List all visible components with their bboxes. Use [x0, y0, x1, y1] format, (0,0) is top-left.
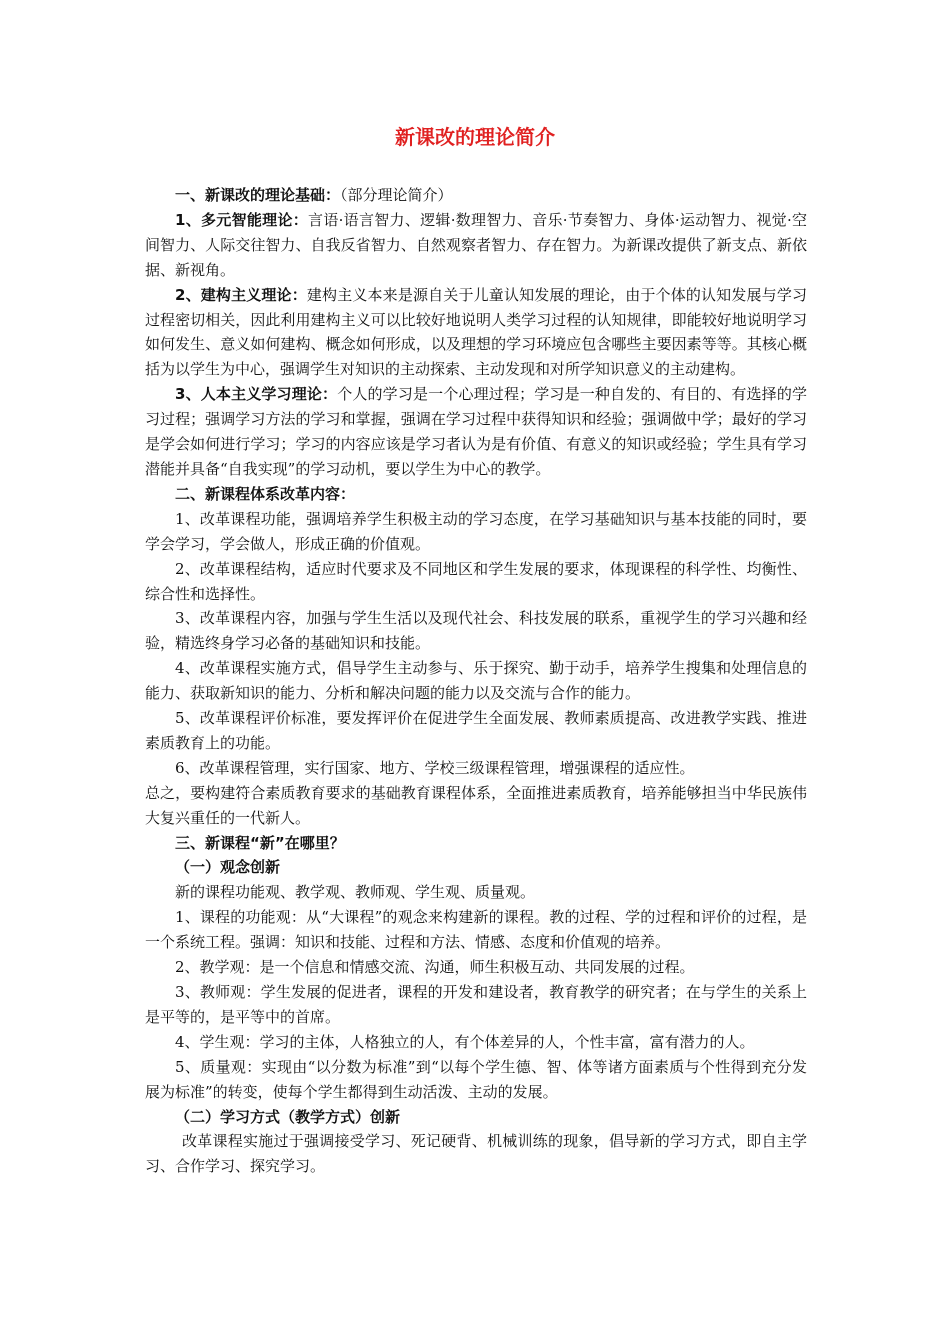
theory-label: 1、多元智能理论： — [175, 210, 309, 229]
document-body — [145, 183, 807, 1179]
section-1-heading — [145, 183, 807, 208]
reform-item: 1、改革课程功能，强调培养学生积极主动的学习态度，在学习基础知识与基本技能的同时，要学会学习，学会做人，形成正确的价值观。 — [145, 509, 807, 553]
document-title: 新课改的理论简介 — [395, 125, 555, 149]
theory-paragraph-2 — [145, 283, 807, 383]
theory-label: 3、人本主义学习理论： — [175, 385, 338, 404]
concept-item: 2、教学观：是一个信息和情感交流、沟通，师生积极互动、共同发展的过程。 — [175, 958, 695, 977]
reform-item: 5、改革课程评价标准，要发挥评价在促进学生全面发展、教师素质提高、改进教学实践、推进素质教育上的功能。 — [145, 709, 807, 752]
reform-item: 4、改革课程实施方式，倡导学生主动参与、乐于探究、勤于动手，培养学生搜集和处理信息的能力、获取新知识的能力、分析和解决问题的能力以及交流与合作的能力。 — [145, 659, 807, 703]
learning-method-paragraph: 改革课程实施过于强调接受学习、死记硬背、机械训练的现象，倡导新的学习方式，即自主学习、合作学习、探究学习。 — [145, 1132, 807, 1176]
subsection-heading: （一）观念创新 — [175, 858, 281, 877]
concept-item: 1、课程的功能观：从“大课程”的观念来构建新的课程。教的过程、学的过程和评价的过程，是一个系统工程。强调：知识和技能、过程和方法、情感、态度和价值观的培养。 — [145, 908, 807, 952]
theory-paragraph-3 — [145, 382, 807, 482]
concept-item: 5、质量观：实现由“以分数为标准”到“以每个学生德、智、体等诸方面素质与个性得到充分发展为标准”的转变，使每个学生都得到生动活泼、主动的发展。 — [145, 1057, 807, 1101]
section-heading-note: （部分理论简介） — [340, 186, 453, 204]
reform-item: 6、改革课程管理，实行国家、地方、学校三级课程管理，增强课程的适应性。 — [175, 758, 695, 777]
summary-paragraph: 总之，要构建符合素质教育要求的基础教育课程体系，全面推进素质教育，培养能够担当中华民族伟大复兴重任的一代新人。 — [145, 783, 807, 827]
section-3-heading: 三、新课程“新”在哪里？ — [175, 833, 345, 852]
theory-label: 2、建构主义理论： — [175, 285, 307, 304]
theory-text: 言语·语言智力、逻辑·数理智力、音乐·节奏智力、身体·运动智力、视觉·空间智力、人际交往智力、自我反省智力、自然观察者智力、存在智力。为新课改提供了新支点、新依据、新视角。 — [145, 210, 807, 279]
concept-intro: 新的课程功能观、教学观、教师观、学生观、质量观。 — [175, 883, 536, 902]
reform-item: 3、改革课程内容，加强与学生生活以及现代社会、科技发展的联系，重视学生的学习兴趣和经验，精选终身学习必备的基础知识和技能。 — [145, 609, 807, 653]
theory-paragraph-1 — [145, 208, 807, 283]
theory-text: 建构主义本来是源自关于儿童认知发展的理论，由于个体的认知发展与学习过程密切相关，因此利用建构主义可以比较好地说明人类学习过程的认知规律，即能较好地说明学习如何发生、意义如何建构、概念如何形成，以及理想的学习环境应包含哪些主要因素等等。其核心概括为以学生为中心，强调学生对知识的主动探索、主动发现和对所学知识意义的主动建构。 — [145, 285, 807, 379]
concept-item: 4、学生观：学习的主体，人格独立的人，有个体差异的人，个性丰富，富有潜力的人。 — [175, 1032, 755, 1051]
section-2-heading: 二、新课程体系改革内容： — [175, 484, 356, 503]
subsection-heading: （二）学习方式（教学方式）创新 — [175, 1107, 401, 1126]
theory-text: 个人的学习是一个心理过程；学习是一种自发的、有目的、有选择的学习过程；强调学习方法的学习和掌握，强调在学习过程中获得知识和经验；强调做中学；最好的学习是学会如何进行学习；学习的内容应该是学习者认为是有价值、有意义的知识或经验；学生具有学习潜能并具备“自我实现”的学习动机，要以学生为中心的教学。 — [145, 385, 807, 478]
concept-item: 3、教师观：学生发展的促进者，课程的开发和建设者，教育教学的研究者；在与学生的关系上是平等的，是平等中的首席。 — [145, 983, 807, 1026]
section-heading-text: 一、新课改的理论基础： — [175, 186, 341, 204]
reform-item: 2、改革课程结构，适应时代要求及不同地区和学生发展的要求，体现课程的科学性、均衡性、综合性和选择性。 — [145, 559, 807, 603]
